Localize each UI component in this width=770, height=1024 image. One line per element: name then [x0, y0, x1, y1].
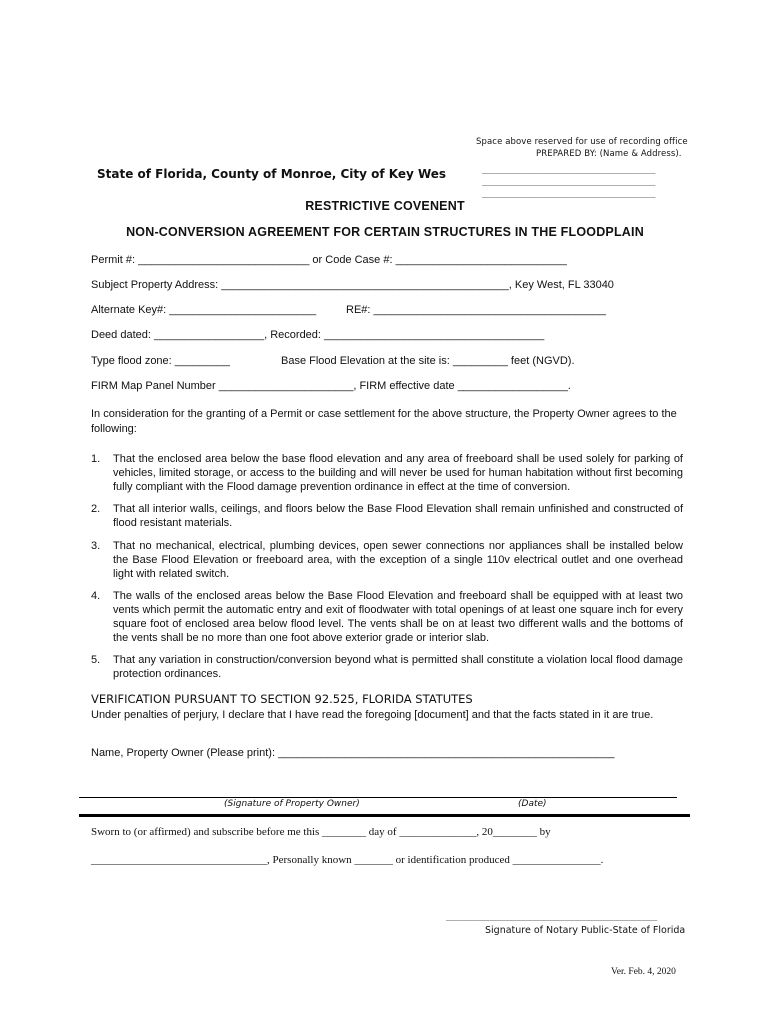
item-text: That no mechanical, electrical, plumbing devices, open sewer connections nor appliances shall be installed below the Base Flood Elevation or freeboard area, with the exception of a single 110v electrical outlet and one overhead light with related switch. [113, 540, 683, 580]
signature-rule-top [79, 797, 677, 798]
notary-signature-line: _______________________________________ [446, 912, 658, 922]
sworn-statement: Sworn to (or affirmed) and subscribe before me this ________ day of ______________, 20________ by [91, 826, 551, 838]
item-text: That any variation in construction/conversion beyond what is permitted shall constitute a violation local flood damage protection ordinances. [113, 654, 683, 680]
item-number: 5. [91, 654, 101, 666]
version-label: Ver. Feb. 4, 2020 [611, 967, 676, 977]
prepared-by-label: PREPARED BY: (Name & Address). [536, 149, 682, 159]
intro-paragraph: In consideration for the granting of a Permit or case settlement for the above structure, the Property Owner agrees to the following: [91, 408, 677, 435]
base-flood-elevation-field: Base Flood Elevation at the site is: _________ feet (NGVD). [281, 355, 575, 367]
document-subtitle: NON-CONVERSION AGREEMENT FOR CERTAIN STRUCTURES IN THE FLOODPLAIN [126, 225, 644, 239]
personally-known-statement: ________________________________, Personally known _______ or identification produced ________________. [91, 854, 604, 866]
prepared-by-blank-2: ________________________________ [482, 177, 656, 187]
owner-signature-caption: (Signature of Property Owner) [224, 799, 360, 809]
date-caption: (Date) [518, 799, 547, 809]
item-text: That the enclosed area below the base flood elevation and any area of freeboard shall be used solely for parking of vehicles, limited storage, or access to the building and will never be used for human habitation without first becoming fully compliant with the Flood damage prevention ordinance in effect at the time of conversion. [113, 453, 683, 493]
item-number: 3. [91, 540, 101, 552]
document-title: RESTRICTIVE COVENENT [305, 199, 465, 213]
verification-text: Under penalties of perjury, I declare that I have read the foregoing [document] and that the facts stated in it are true. [91, 709, 654, 721]
prepared-by-blank-3: ________________________________ [482, 189, 656, 199]
prepared-by-blank-1: ________________________________ [482, 165, 656, 175]
alternate-key-field: Alternate Key#: ________________________ [91, 304, 317, 316]
property-address-field: Subject Property Address: _______________________________________________, Key West, FL 33040 [91, 279, 614, 291]
re-number-field: RE#: ______________________________________ [346, 304, 606, 316]
signature-rule-bottom [79, 814, 690, 817]
firm-panel-field: FIRM Map Panel Number ______________________, FIRM effective date __________________. [91, 380, 571, 392]
owner-name-field: Name, Property Owner (Please print): _______________________________________________________ [91, 747, 615, 759]
notary-signature-caption: Signature of Notary Public-State of Florida [485, 925, 686, 936]
state-county-city-line: State of Florida, County of Monroe, City of Key Wes [97, 167, 447, 181]
recording-office-note: Space above reserved for use of recording office [476, 137, 688, 147]
flood-zone-field: Type flood zone: _________ [91, 355, 230, 367]
item-number: 4. [91, 590, 101, 602]
deed-field: Deed dated: __________________, Recorded: ____________________________________ [91, 329, 545, 341]
item-text: That all interior walls, ceilings, and floors below the Base Flood Elevation shall remain unfinished and constructed of flood resistant materials. [113, 503, 683, 529]
verification-heading: VERIFICATION PURSUANT TO SECTION 92.525, FLORIDA STATUTES [91, 692, 473, 706]
permit-field: Permit #: ____________________________ or Code Case #: ____________________________ [91, 254, 567, 266]
item-number: 2. [91, 503, 101, 515]
item-number: 1. [91, 453, 101, 465]
item-text: The walls of the enclosed areas below the Base Flood Elevation and freeboard shall be equipped with at least two vents which permit the automatic entry and exit of floodwater with total openings of at least one square inch for every square foot of enclosed area below flood level. The vents shall be on at least two different walls and the bottoms of the vents shall be no more than one foot above exterior grade or interior slab. [113, 590, 683, 644]
